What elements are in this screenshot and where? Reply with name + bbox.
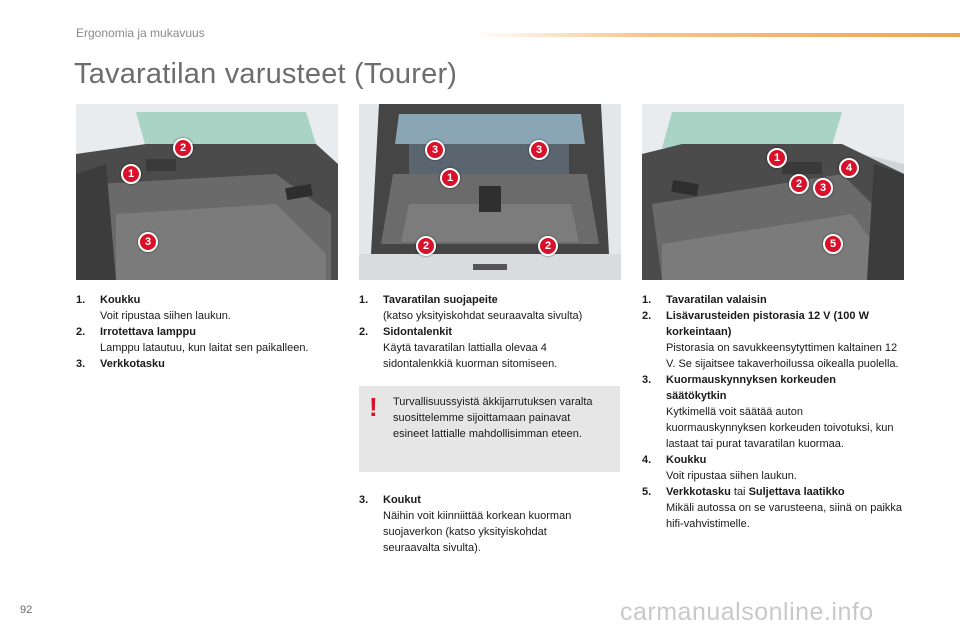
trunk-photo-right <box>642 104 904 280</box>
photo-marker: 3 <box>813 178 833 198</box>
item-title <box>666 308 898 340</box>
photo-marker: 1 <box>767 148 787 168</box>
photo-marker: 1 <box>440 168 460 188</box>
page-number: 92 <box>20 604 33 616</box>
page-title: Tavaratilan varusteet (Tourer) <box>74 58 458 90</box>
item-description: Käytä tavaratilan lattialla olevaa 4 sidontalenkkiä kuorman sitomiseen. <box>383 342 558 370</box>
trunk-photo-middle <box>359 104 621 280</box>
list-item <box>642 292 907 308</box>
item-description: (katso yksityiskohdat seuraavalta sivulta) <box>383 310 583 322</box>
item-title: Verkkotasku <box>100 358 165 370</box>
photo-marker: 2 <box>538 236 558 256</box>
list-item <box>359 492 621 556</box>
trunk-illustration-middle <box>359 104 621 280</box>
list-item <box>642 452 907 484</box>
item-title-main: Lisävarusteiden pistorasia <box>666 310 805 322</box>
trunk-illustration-right <box>642 104 904 280</box>
right-column <box>642 292 907 532</box>
item-number: 3. <box>76 358 86 370</box>
item-number: 4. <box>642 454 652 466</box>
item-number: 1. <box>359 294 369 306</box>
item-description: Kytkimellä voit säätää auton kuormauskynnyksen korkeuden toivotuksi, kun lastaat tai purat tavaratilan kuormaa. <box>666 406 894 450</box>
item-number: 3. <box>642 374 652 386</box>
list-item <box>359 324 621 372</box>
item-title: Koukut <box>383 494 421 506</box>
section-header: Ergonomia ja mukavuus <box>76 26 205 40</box>
item-title: Tavaratilan valaisin <box>666 294 767 306</box>
item-title: Sidontalenkit <box>383 326 453 338</box>
item-title: Koukku <box>666 454 707 466</box>
item-description: Pistorasia on savukkeensytyttimen kaltainen 12 V. Se sijaitsee takaverhoilussa oikealla puolella. <box>666 342 899 370</box>
item-description: Voit ripustaa siihen laukun. <box>666 470 797 482</box>
list-item <box>359 292 621 324</box>
photo-marker: 1 <box>121 164 141 184</box>
photo-marker: 3 <box>138 232 158 252</box>
item-title-main: Verkkotasku <box>666 486 731 498</box>
photo-marker: 3 <box>529 140 549 160</box>
left-column <box>76 292 338 372</box>
photo-marker: 3 <box>425 140 445 160</box>
item-title <box>666 484 907 500</box>
trunk-illustration-left <box>76 104 338 280</box>
item-description: Mikäli autossa on se varusteena, siinä on paikka hifi-vahvistimelle. <box>666 502 903 530</box>
item-title-alt: Suljettava laatikko <box>748 486 845 498</box>
item-title: Koukku <box>100 294 141 306</box>
item-number: 2. <box>359 326 369 338</box>
warning-text: Turvallisuussyistä äkkijarrutuksen varalta suosittelemme sijoittamaan painavat esineet lattialle mahdollisimman eteen. <box>393 396 593 440</box>
item-description: Voit ripustaa siihen laukun. <box>100 310 231 322</box>
photo-marker: 2 <box>173 138 193 158</box>
middle-column-lower <box>359 492 621 556</box>
header-rule <box>476 33 960 37</box>
item-description: Näihin voit kiinniittää korkean kuorman suojaverkon (katso yksityiskohdat seuraavalta sivulta). <box>383 510 572 554</box>
item-title: Tavaratilan suojapeite <box>383 294 498 306</box>
item-number: 3. <box>359 494 369 506</box>
watermark: carmanualsonline.info <box>620 598 874 626</box>
list-item <box>76 324 338 356</box>
list-item <box>642 308 907 372</box>
item-number: 2. <box>642 310 652 322</box>
middle-column <box>359 292 621 372</box>
trunk-photo-left <box>76 104 338 280</box>
warning-box <box>359 386 620 472</box>
item-number: 1. <box>642 294 652 306</box>
item-number: 5. <box>642 486 652 498</box>
photo-marker: 2 <box>416 236 436 256</box>
list-item <box>76 292 338 324</box>
item-title: Irrotettava lamppu <box>100 326 196 338</box>
item-number: 1. <box>76 294 86 306</box>
list-item <box>642 372 907 452</box>
photo-marker: 2 <box>789 174 809 194</box>
item-title-suffix: 12 V (100 W korkeintaan) <box>666 310 869 338</box>
item-number: 2. <box>76 326 86 338</box>
photo-marker: 4 <box>839 158 859 178</box>
item-title-connector: tai <box>730 486 749 498</box>
warning-icon: ! <box>369 392 378 422</box>
list-item <box>642 484 907 532</box>
item-description: Lamppu latautuu, kun laitat sen paikalleen. <box>100 342 309 354</box>
list-item <box>76 356 338 372</box>
photo-marker: 5 <box>823 234 843 254</box>
item-title: Kuormauskynnyksen korkeuden säätökytkin <box>666 374 836 402</box>
